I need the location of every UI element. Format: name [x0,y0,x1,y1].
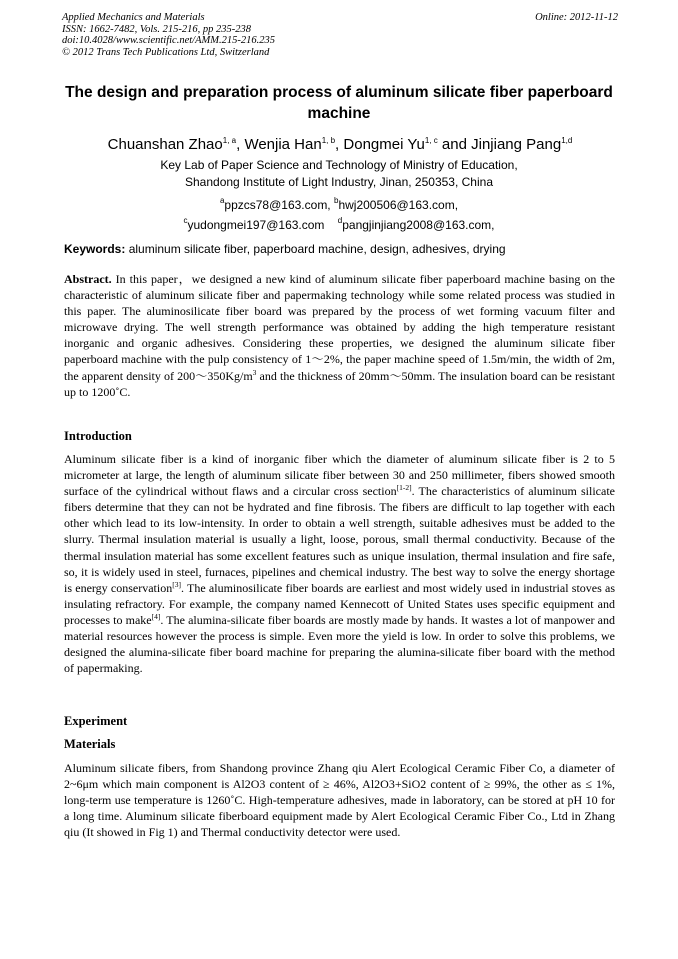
author-emails [64,193,614,233]
abstract-text: In this paper，we designed a new kind of aluminum silicate fiber paperboard machine basing on the characteristic of aluminum silicate fiber and papermaking technology while some related process was studied in this paper. The aluminosilicate fiber board was prepared by the process of wet forming vacuum filter and microwave drying. The well strength performance was obtained by adding the high temperature resistant inorganic and organic adhesives. Considering these properties, we designed the aluminum silicate fiber paperboard machine with the pulp consistency of 1～2%, the paper machine speed of 1.5m/min, the width of 2m, the apparent density of 200～350Kg/m [64,272,615,383]
journal-header [62,12,618,58]
email-link[interactable]: pangjinjiang2008@163.com, [342,218,495,232]
body-text: . The characteristics of aluminum silicate fibers determine that they can not be hydrated and fine fibrosis. The fibers are difficult to lap together with each other which lead to its low-intensity. In order to obtain a well strength, suitable adhesives must be added to the slurry. Thermal insulation material is usually a light, loose, porous, small thermal conductivity. Because of the thermal insulation material has some excellent features such as unique insulation, thermal insulation and fire safe, so, it is widely used in steel, furnaces, pipelines and chemical industry. The best way to solve the energy shortage is energy conservation [64,484,615,595]
materials-body: Aluminum silicate fibers, from Shandong province Zhang qiu Alert Ecological Ceramic Fiber Co, a diameter of 2~6μm which main component is Al2O3 content of ≥ 46%, Al2O3+SiO2 content of ≥ 99%, the other as ≤ 1%, long-term use temperature is 1260˚C. High-temperature adhesives, made in laboratory, can be stored at pH 10 for a long time. Aluminum silicate fiberboard equipment made by Alert Ecological Ceramic Fiber Co., Ltd in Zhang qiu (It showed in Fig 1) and Thermal conductivity detector were used. [64,761,615,840]
affiliation-line: Key Lab of Paper Science and Technology of Ministry of Education, [160,158,518,172]
abstract-label: Abstract. [64,272,112,286]
online-date: Online: 2012-11-12 [535,12,618,23]
subsection-heading-materials: Materials [64,737,116,751]
author-name: Wenjia Han [244,136,322,153]
keywords-label: Keywords: [64,242,126,256]
superscript: 3 [252,367,257,377]
doi: doi:10.4028/www.scientific.net/AMM.215-216.235 [62,35,275,46]
email-line [64,213,614,233]
author-affil-mark: 1, a [222,136,237,145]
body-text: . The aluminosilicate fiber boards are earliest and most widely used in industrial stoves as insulating refractory. For example, the company named Kennecott of United States uses specific equipment and processes to make [64,580,616,627]
email-line [64,193,614,213]
citation[interactable]: [3] [172,579,181,589]
email-link[interactable]: yudongmei197@163.com [187,218,325,232]
introduction-body [64,451,615,676]
paper-title: The design and preparation process of aluminum silicate fiber paperboard machine [65,84,613,122]
keywords [64,241,616,257]
section-heading-introduction: Introduction [64,429,132,443]
section-heading-experiment: Experiment [64,714,128,728]
author-name: Jinjiang Pang [471,136,562,153]
keywords-text: aluminum silicate fiber, paperboard machine, design, adhesives, drying [125,242,506,256]
email-mark: d [337,216,343,225]
author-affil-mark: 1,d [561,136,573,145]
affiliation-line: Shandong Institute of Light Industry, Jinan, 250353, China [185,175,493,189]
author-separator: and [437,136,472,153]
citation[interactable]: [4] [151,611,161,621]
journal-name: Applied Mechanics and Materials [62,12,205,23]
author-list [40,130,640,156]
abstract [64,271,615,400]
author-affil-mark: 1, c [424,136,438,145]
email-mark: b [333,196,339,205]
email-mark: a [219,196,225,205]
author-name: Dongmei Yu [343,136,425,153]
issn: ISSN: 1662-7482, Vols. 215-216, pp 235-238 [62,23,251,35]
email-link[interactable]: ppzcs78@163.com, [224,198,334,212]
author-name: Chuanshan Zhao [107,136,223,153]
author-separator: , [335,136,344,153]
author-affil-mark: 1, b [321,136,336,145]
abstract-text: and the thickness of 20mm～50mm. The insulation board can be resistant up to 1200˚C. [64,368,615,399]
citation[interactable]: [1-2] [396,483,412,493]
email-mark: c [183,216,188,225]
body-text: . The alumina-silicate fiber boards are mostly made by hands. It wastes a lot of manpower and material resources however the process is simple. Even more the yield is low. In order to solve this problems, we designed the alumina-silicate fiber board machine for preparing the alumina-silicate fiber board with the method of papermaking. [64,612,616,676]
body-text: Aluminum silicate fiber is a kind of inorganic fiber which the diameter of aluminum silicate fiber is 2 to 5 micrometer at large, the length of aluminum silicate fiber between 30 and 250 millimeter, fibers showed smooth surface of the cylindrical without flaws and a circular cross section [64,452,615,499]
affiliation [64,157,614,191]
author-separator: , [236,136,245,153]
copyright: © 2012 Trans Tech Publications Ltd, Switzerland [62,46,270,58]
email-link[interactable]: hwj200506@163.com, [338,198,459,212]
